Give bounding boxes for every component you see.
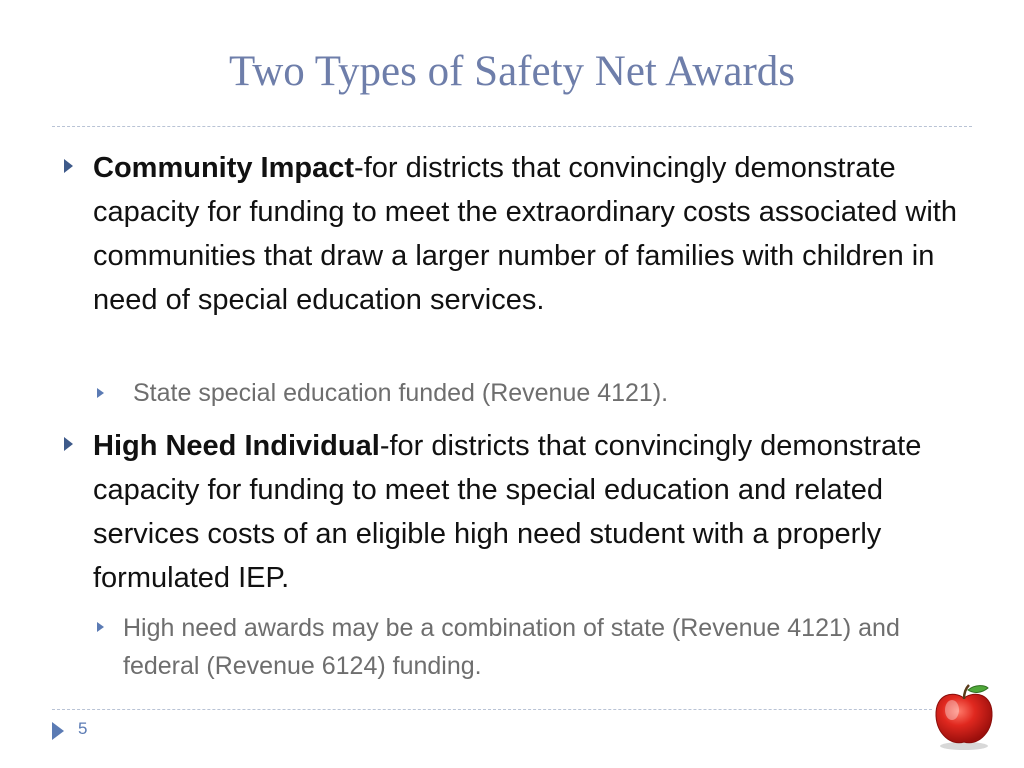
bullet-text [93, 146, 963, 322]
title-divider [52, 126, 972, 127]
footer-arrow-icon [52, 722, 64, 740]
sub-bullet-text: State special education funded (Revenue 4121). [133, 379, 669, 407]
footer-divider [52, 709, 932, 710]
bullet-body: -for districts that convincingly demonstrate capacity for funding to meet the extraordinary costs associated with communities that draw a larger number of families with children in need of special education services. [93, 152, 957, 316]
sub-bullet-high-need [123, 609, 943, 685]
page-number: 5 [78, 719, 88, 738]
bullet-body: -for districts that convincingly demonstrate capacity for funding to meet the special education and related services costs of an eligible high need student with a properly formulated IEP. [93, 430, 922, 594]
bullet-arrow-icon [64, 159, 73, 173]
bullet-community-impact [93, 146, 963, 322]
sub-bullet-community-impact [133, 374, 943, 412]
bullet-heading: High Need Individual [93, 430, 380, 462]
apple-icon [931, 682, 997, 752]
bullet-high-need-individual [93, 424, 963, 600]
bullet-text [93, 424, 963, 600]
sub-bullet-text: High need awards may be a combination of state (Revenue 4121) and federal (Revenue 6124) funding. [123, 614, 900, 680]
bullet-heading: Community Impact [93, 152, 355, 184]
sub-bullet-arrow-icon [97, 388, 104, 398]
sub-bullet-arrow-icon [97, 622, 104, 632]
slide-title: Two Types of Safety Net Awards [228, 48, 796, 95]
bullet-arrow-icon [64, 437, 73, 451]
